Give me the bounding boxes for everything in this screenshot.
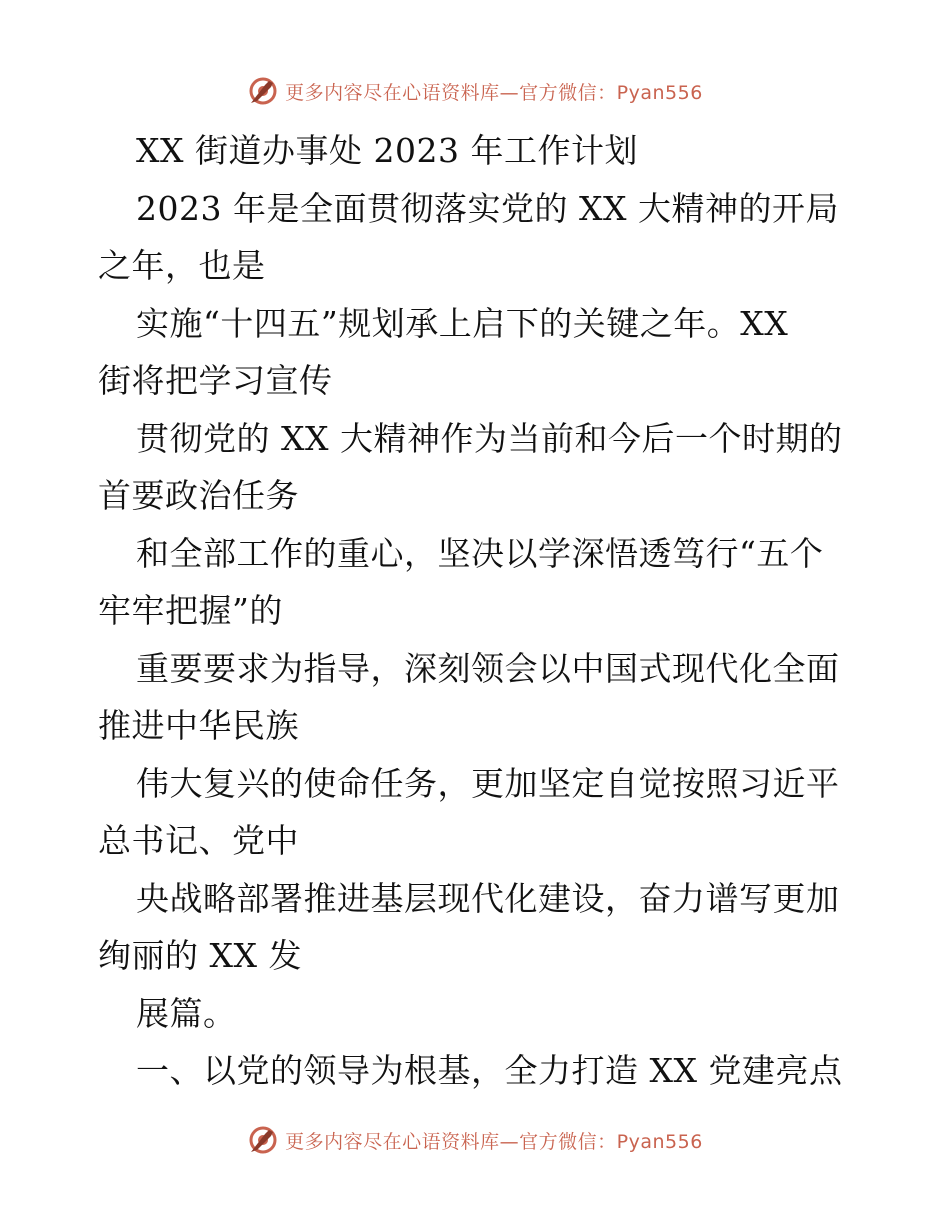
paragraph-line: 街将把学习宣传 bbox=[98, 361, 333, 400]
header-banner-text: 更多内容尽在心语资料库—官方微信：Pyan556 bbox=[285, 81, 703, 104]
paragraph-line: 展篇。 bbox=[136, 993, 237, 1033]
header-watermark-banner bbox=[0, 71, 950, 111]
paragraph-line: 绚丽的 XX 发 bbox=[98, 936, 302, 975]
document-body bbox=[98, 122, 858, 1100]
paragraph-line: 实施“十四五”规划承上启下的关键之年。XX bbox=[136, 303, 789, 343]
paragraph-line: 总书记、党中 bbox=[98, 821, 299, 860]
footer-watermark-banner bbox=[0, 1120, 950, 1160]
paragraph-line: 首要政治任务 bbox=[98, 476, 299, 515]
pen-circle-logo-icon bbox=[247, 1124, 279, 1156]
paragraph-line: 牢牢把握”的 bbox=[98, 591, 283, 630]
paragraph-line: 央战略部署推进基层现代化建设，奋力谱写更加 bbox=[136, 878, 840, 918]
paragraph-line: 和全部工作的重心，坚决以学深悟透笃行“五个 bbox=[136, 533, 824, 573]
paragraph-line: 2023 年是全面贯彻落实党的 XX 大精神的开局 bbox=[136, 188, 839, 228]
paragraph-line: 之年，也是 bbox=[98, 246, 266, 285]
footer-banner-text: 更多内容尽在心语资料库—官方微信：Pyan556 bbox=[285, 1130, 703, 1153]
document-title: XX 街道办事处 2023 年工作计划 bbox=[136, 131, 638, 170]
pen-circle-logo-icon bbox=[247, 75, 279, 107]
paragraph-line: 伟大复兴的使命任务，更加坚定自觉按照习近平 bbox=[136, 763, 840, 803]
paragraph-line: 贯彻党的 XX 大精神作为当前和今后一个时期的 bbox=[136, 418, 843, 458]
paragraph-line: 重要要求为指导，深刻领会以中国式现代化全面 bbox=[136, 648, 840, 688]
paragraph-line: 推进中华民族 bbox=[98, 706, 299, 745]
section-heading: 一、以党的领导为根基，全力打造 XX 党建亮点 bbox=[136, 1051, 843, 1090]
